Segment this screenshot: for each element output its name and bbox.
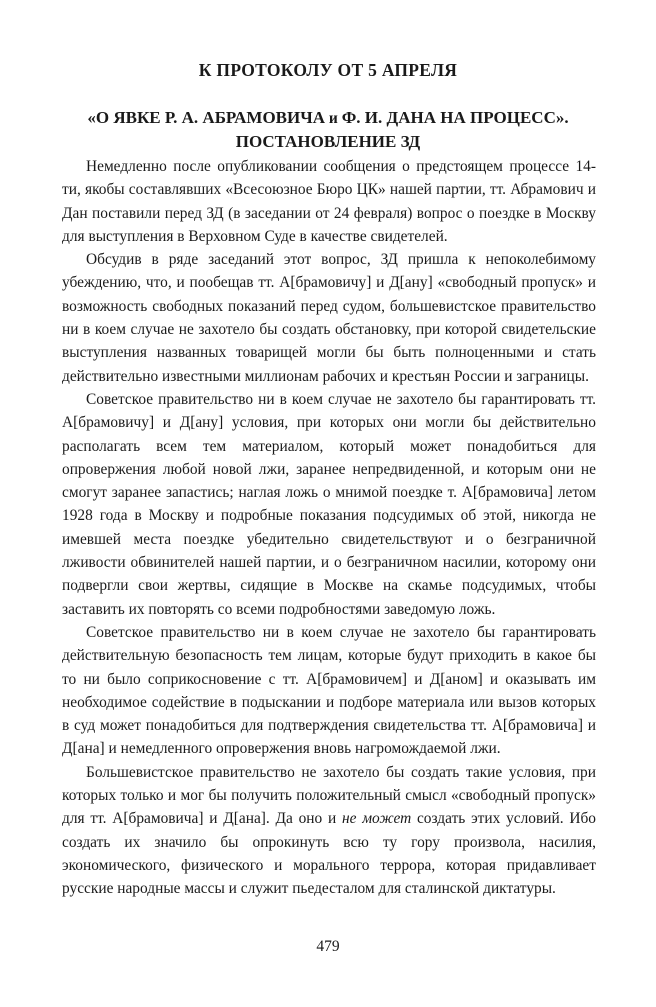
subtitle-conjunction: и: [325, 110, 342, 127]
paragraph-2: Обсудив в ряде заседаний этот вопрос, ЗД пришла к непоколебимому убеждению, что, и пообещав тт. А[брамовичу] и Д[ану] «свободный пропуск» и возможность свободных показаний перед судом, большевистское правительство ни в коем случае не захотело бы создать обстановку, при которой свидетельские выступления названных товарищей могли бы быть полноценными и стать действительно известными миллионам рабочих и крестьян России и заграницы.: [62, 251, 596, 385]
paragraph-5-text-end: создать этих условий. Ибо создать их значило бы опрокинуть всю ту гору произвола, насилия, экономического, физического и морального террора, которая придавливает русские народные массы и служит пьедесталом для сталинской диктатуры.: [62, 810, 596, 898]
paragraph-5-italic-emphasis: не может: [342, 810, 412, 828]
paragraph-1: Немедленно после опубликовании сообщения о предстоящем процессе 14-ти, якобы составлявших «Всесоюзное Бюро ЦК» нашей партии, тт. Абрамович и Дан поставили перед ЗД (в заседании от 24 февраля) вопрос о поездке в Москву для выступления в Верховном Суде в качестве свидетелей.: [62, 158, 596, 245]
paragraph-5: [62, 761, 596, 901]
subtitle-line-1-part-a: «О ЯВКЕ Р. А. АБРАМОВИЧА: [87, 108, 326, 127]
page-title: К ПРОТОКОЛУ ОТ 5 АПРЕЛЯ: [198, 60, 458, 80]
subtitle-line-1: [60, 106, 596, 130]
subtitle-line-2: ПОСТАНОВЛЕНИЕ ЗД: [235, 132, 421, 151]
page-number: 479: [316, 938, 340, 955]
subtitle-line-1-part-b: Ф. И. ДАНА НА ПРОЦЕСС».: [341, 108, 569, 127]
paragraph-4: Советское правительство ни в коем случае не захотело бы гарантировать действительную безопасность тем лицам, которые будут приходить в какое бы то ни было соприкосновение с тт. А[брамовичем] и Д[аном] и оказывать им необходимое содействие в подыскании и подборе материала или вызов которых в суд может понадобиться для подтверждения свидетельства тт. А[брамовича] и Д[ана] и немедленного опровержения вновь нагромождаемой лжи.: [62, 623, 596, 758]
paragraph-5-text-start: Большевистское правительство не захотело бы создать такие условия, при которых только и мог бы получить положительный смысл «свободный пропуск» для тт. А[брамовича] и Д[ана]. Да оно и: [62, 763, 596, 828]
section-subtitle: [60, 106, 596, 153]
paragraph-3: Советское правительство ни в коем случае не захотело бы гарантировать тт. А[брамовичу] и Д[ану] условия, при которых они могли бы действительно располагать всем тем материалом, который может понадобиться для опровержения любой новой лжи, заранее непредвиденной, и которым они не смогут заранее запастись; наглая ложь о мнимой поездке т. А[брамовича] летом 1928 года в Москву и подробные показания подсудимых об этой, никогда не имевшей места поездке убедительно свидетельствуют и о безграничной лживости обвинителей нашей партии, и о безграничном насилии, которому они подвергли свои жертвы, сидящие в Москве на скамье подсудимых, чтобы заставить их повторять со всеми подробностями заведомую ложь.: [62, 390, 596, 618]
document-body: [62, 155, 596, 901]
